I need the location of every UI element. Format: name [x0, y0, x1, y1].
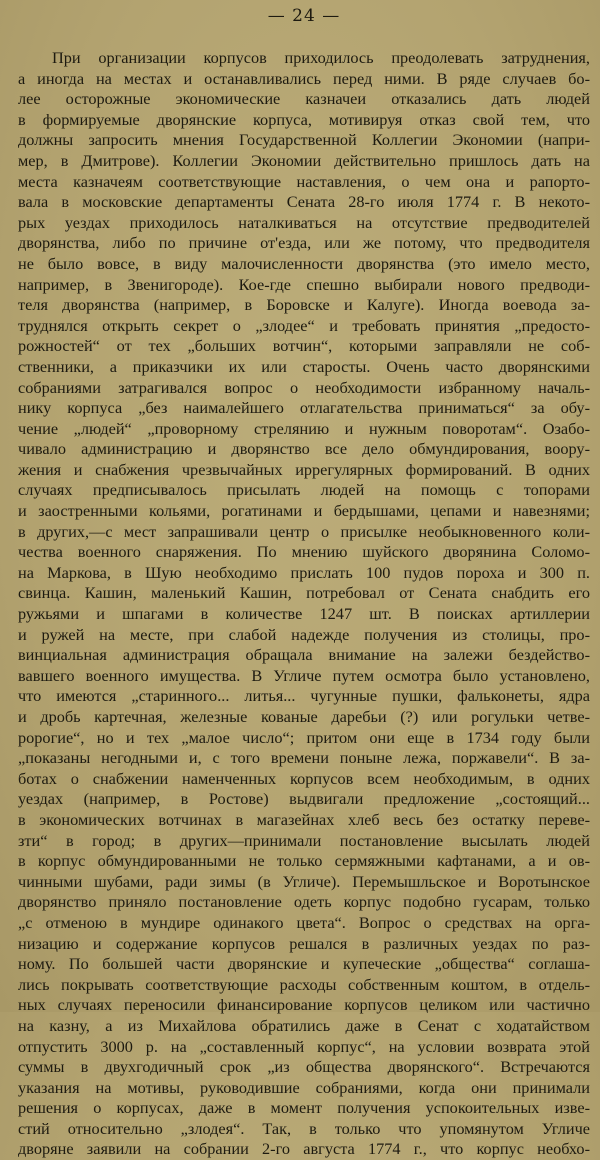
page-number: — 24 — [267, 6, 341, 26]
text-line: чивало администрацию и дворянство все дело обмундирования, вooру- [18, 439, 590, 459]
text-line: не было вовсе, в виду малочисленности дворянства (это имело место, [18, 253, 590, 273]
text-line: ружьями и шпагами в количестве 1247 шт. В поисках артиллерии [18, 604, 590, 624]
text-line: дворянство приняло постановление одеть корпус подобно гусарам, только [18, 892, 590, 912]
text-line: ному. По большей части дворянские и купеческие „общества“ соглаша- [18, 954, 590, 974]
text-line: труднялся открыть секрет о „злодее“ и требовать принятия „предосто- [18, 315, 590, 335]
text-line: ророгие“, но и тех „малое число“; притом они еще в 1734 году были [18, 727, 590, 747]
text-line: стий относительно „злодея“. Так, в только что упомянутом Угличе [18, 1118, 590, 1138]
text-line: „с отменою в мундире одинакого цвета“. Вопрос о средствах на орга- [18, 912, 590, 932]
text-line: ственники, а приказчики их или старосты. Очень часто дворянскими [18, 356, 590, 376]
text-line: в корпус обмундированными не только сермяжными кафтанами, а и ов- [18, 851, 590, 871]
text-line: а иногда на местах и останавливались перед ними. В ряде случаев бо- [18, 68, 590, 88]
text-line: например, в Звенигороде). Кое-где спешно выбирали нового предводи- [18, 274, 590, 294]
text-line: собраниями затрагивался вопрос о необходимости избранному началь- [18, 377, 590, 397]
text-line: случаях предписывалось присылать людей на помощь с топорами [18, 480, 590, 500]
text-line: вала в московские департаменты Сената 28-го июля 1774 г. В некото- [18, 192, 590, 212]
text-line: и ружей на месте, при слабой надежде получения из столицы, про- [18, 624, 590, 644]
text-line: лись покрывать соответствующие расходы собственным коштом, в отдель- [18, 974, 590, 994]
text-line: вавшего военного имущества. В Угличе путем осмотра было установлено, [18, 665, 590, 685]
text-line: зти“ в город; в других—принимали постановление высылать людей [18, 830, 590, 850]
text-line: рожностей“ от тех „больших вотчин“, которыми заправляли не соб- [18, 336, 590, 356]
text-line: в других,—с мест запрашивали центр о присылке необыкновенного коли- [18, 521, 590, 541]
text-line: и заостренными кольями, рогатинами и бердышами, цепами и навезнями; [18, 501, 590, 521]
text-line: уездах (например, в Ростове) выдвигали предложение „состоящий... [18, 789, 590, 809]
text-line: При организации корпусов приходилось преодолевать затруднения, [52, 48, 590, 67]
text-line: суммы в двухгодичный срок „из общества дворянского“. Встречаются [18, 1057, 590, 1077]
text-line: чение „людей“ „проворному стрелянию и нужным поворотам“. Озабо- [18, 418, 590, 438]
text-line: что имеются „старинного... литья... чугунные пушки, фальконеты, ядра [18, 686, 590, 706]
text-line: должны запросить мнения Государственной Коллегии Экономии (напри- [18, 130, 590, 150]
text-line: чинными шубами, ради зимы (в Угличе). Перемышльское и Воротынское [18, 871, 590, 891]
text-line: рых уездах приходилось наталкиваться на отсутствие предводителей [18, 212, 590, 232]
text-line: винциальная администрация обращала внимание на залежи бездейство- [18, 645, 590, 665]
text-line: в формируемые дворянские корпуса, мотивируя отказ свой тем, что [18, 109, 590, 129]
text-line: теля дворянства (например, в Боровске и Калуге). Иногда воевода за- [18, 295, 590, 315]
text-line: ботах о снабжении наменченных корпусов всем необходимым, в одних [18, 768, 590, 788]
text-line: мер, в Дмитрове). Коллегии Экономии действительно пришлось дать на [18, 150, 590, 170]
body-paragraph [18, 48, 590, 1160]
text-line: свинца. Кашин, маленький Кашин, потребовал от Сената снабдить его [18, 583, 590, 603]
text-line: отпустить 3000 р. на „составленный корпус“, на условии возврата этой [18, 1036, 590, 1056]
text-line: решения о корпусах, даже в момент получения успокоительных изве- [18, 1098, 590, 1118]
text-line: указания на мотивы, руководившие собраниями, когда они принимали [18, 1077, 590, 1097]
text-line: места казначеям соответствующие наставления, о чем она и рапорто- [18, 171, 590, 191]
text-line: и дробь картечная, железные кованые даребьи (?) или рогульки четве- [18, 707, 590, 726]
text-line: в экономических вотчинах в магазейнах хлеб весь без остатку переве- [18, 809, 590, 829]
text-line: жения и снабжения чрезвычайных иррегулярных формирований. В одних [18, 459, 590, 479]
text-line: ных случаях переносили финансирование корпусов целиком или частично [18, 995, 590, 1015]
text-line: „показаны негодными и, с того времени поныне лежа, поржавели“. В за- [18, 748, 590, 768]
text-line: на казну, а из Михайлова обратились даже в Сенат с ходатайством [18, 1015, 590, 1035]
text-line: лее осторожные экономические казначеи отказались дать людей [18, 89, 590, 109]
text-line: низацию и содержание корпусов решался в различных уездах по раз- [18, 933, 590, 953]
text-line: дворянства, либо по причине от'езда, или же потому, что предводителя [18, 233, 590, 253]
text-line: на Маркова, в Шую необходимо прислать 100 пудов пороха и 300 п. [18, 562, 590, 582]
text-line: чества военного снаряжения. По мнению шуйского дворянина Соломо- [18, 542, 590, 562]
text-line: нику корпуса „без наималейшего отлагательства приниматься“ за обу- [18, 398, 590, 418]
text-line: дворяне заявили на собрании 2-го августа 1774 г., что корпус необхо- [18, 1139, 590, 1159]
